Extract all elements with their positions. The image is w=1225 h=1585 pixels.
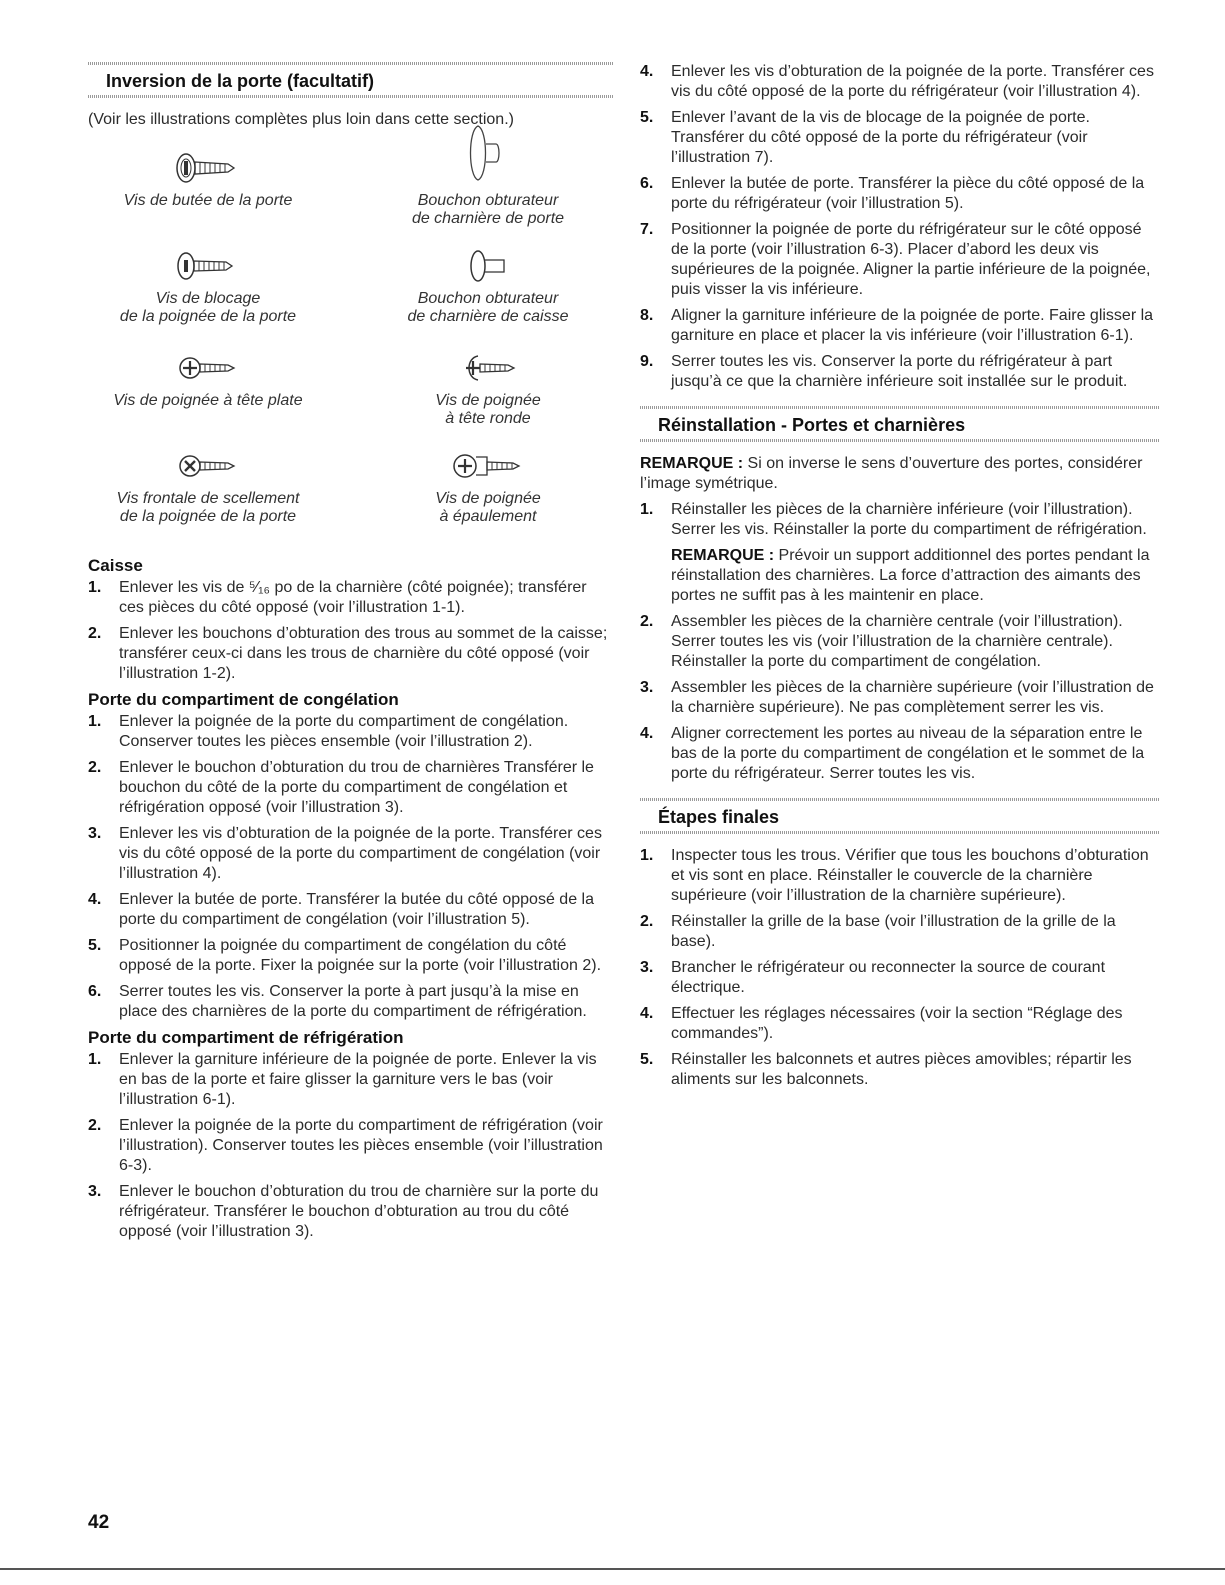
- step-text: Aligner la garniture inférieure de la poignée de porte. Faire glisser la garniture en place et placer la vis inférieure (voir l’illustration 6-1).: [671, 307, 1154, 344]
- subheading-caisse: Caisse: [88, 556, 143, 575]
- section-title: Étapes finales: [658, 807, 780, 827]
- intro-text: (Voir les illustrations complètes plus loin dans cette section.): [88, 111, 514, 128]
- list-item: [88, 982, 614, 1022]
- part-label-line2: à épaulement: [439, 508, 537, 525]
- refrigeration-steps-left: [88, 1050, 614, 1242]
- caisse-steps: [88, 578, 614, 684]
- step-number: 7.: [640, 221, 654, 238]
- list-item: [640, 108, 1160, 168]
- list-item: [640, 220, 1160, 300]
- step-number: 5.: [88, 937, 102, 954]
- list-item: [88, 624, 614, 684]
- step-text: Enlever les bouchons d’obturation des trous au sommet de la caisse; transférer ceux-ci dans les trous de charnière du côté opposé (voir l’illustration 1-2).: [119, 625, 608, 682]
- step-number: 1.: [88, 1051, 102, 1068]
- congelation-steps: [88, 712, 614, 1022]
- part-label: Vis de butée de la porte: [123, 192, 293, 209]
- step-text: Enlever les vis d’obturation de la poignée de la porte. Transférer ces vis du côté opposé de la porte du réfrigérateur (voir l’illustration 4).: [671, 63, 1154, 100]
- remark-label: REMARQUE :: [640, 455, 744, 472]
- step-number: 6.: [88, 983, 102, 1000]
- step-text: Enlever la poignée de la porte du compartiment de congélation. Conserver toutes les pièces ensemble (voir l’illustration 2).: [119, 713, 569, 750]
- parts-legend: [88, 148, 614, 548]
- shoulder-screw-icon: [443, 446, 533, 486]
- flat-head-screw-icon: [168, 348, 248, 388]
- step-number: 3.: [88, 825, 102, 842]
- part-label: Bouchon obturateur: [417, 290, 559, 307]
- step-number: 9.: [640, 353, 654, 370]
- step-text: Aligner correctement les portes au niveau de la séparation entre le bas de la porte du compartiment de congélation et le sommet de la porte du réfrigérateur. Serrer toutes les vis.: [671, 725, 1145, 782]
- list-item: [88, 578, 614, 618]
- part-label: Bouchon obturateur: [417, 192, 559, 209]
- part-label: Vis de poignée à tête plate: [113, 392, 303, 409]
- list-item: [640, 500, 1160, 606]
- reinstallation-steps: [640, 500, 1160, 784]
- remark-paragraph: [640, 454, 1160, 494]
- subheading-refrigeration: Porte du compartiment de réfrigération: [88, 1028, 404, 1047]
- list-item: [88, 1050, 614, 1110]
- step-text: Inspecter tous les trous. Vérifier que tous les bouchons d’obturation et vis sont en place. Réinstaller le couvercle de la charnière supérieure (voir l’illustration de la charnière supérieure).: [671, 847, 1149, 904]
- section-title: Inversion de la porte (facultatif): [106, 71, 375, 91]
- refrigeration-steps-right: [640, 62, 1160, 392]
- remark-text: Si on inverse le sens d’ouverture des portes, considérer l’image symétrique.: [640, 455, 1143, 492]
- step-number: 2.: [88, 759, 102, 776]
- note-paragraph: [671, 546, 1160, 606]
- step-text: Enlever la garniture inférieure de la poignée de porte. Enlever la vis en bas de la porte et faire glisser la garniture vers le bas (voir l’illustration 6-1).: [119, 1051, 597, 1108]
- part-label: Vis de poignée: [435, 392, 541, 409]
- step-text: Assembler les pièces de la charnière supérieure (voir l’illustration de la charnière supérieure). Ne pas complètement serrer les vis.: [671, 679, 1154, 716]
- list-item: [640, 678, 1160, 718]
- cabinet-hinge-plug-icon: [448, 246, 528, 286]
- step-number: 1.: [88, 713, 102, 730]
- list-item: [640, 846, 1160, 906]
- list-item: [640, 174, 1160, 214]
- step-number: 2.: [640, 913, 654, 930]
- list-item: [640, 724, 1160, 784]
- subheading-congelation: Porte du compartiment de congélation: [88, 690, 399, 709]
- list-item: [88, 890, 614, 930]
- part-shoulder-screw: [368, 446, 608, 526]
- list-item: [88, 1116, 614, 1176]
- part-round-head-screw: [368, 348, 608, 428]
- part-label-line2: à tête ronde: [445, 410, 531, 427]
- step-text: Brancher le réfrigérateur ou reconnecter la source de courant électrique.: [671, 959, 1106, 996]
- step-text: Positionner la poignée de porte du réfrigérateur sur le côté opposé de la porte (voir l’illustration 6-3). Placer d’abord les deux vis supérieures de la poignée. Aligner la partie inférieure de la poignée, puis visser la vis inférieure.: [671, 221, 1151, 298]
- front-seal-screw-icon: [168, 446, 248, 486]
- handle-lock-screw-icon: [168, 246, 248, 286]
- step-number: 3.: [88, 1183, 102, 1200]
- step-text: Serrer toutes les vis. Conserver la porte à part jusqu’à la mise en place des charnières de la porte du compartiment de réfrigération.: [119, 983, 587, 1020]
- part-cabinet-hinge-plug: [368, 246, 608, 326]
- right-column: [640, 62, 1160, 1096]
- step-text: Enlever l’avant de la vis de blocage de la poignée de porte. Transférer du côté opposé de la porte du réfrigérateur (voir l’illustration 7).: [671, 109, 1090, 166]
- list-item: [640, 62, 1160, 102]
- step-text: Enlever les vis d’obturation de la poignée de la porte. Transférer ces vis du côté opposé de la porte du compartiment de congélation (voir l’illustration 4).: [119, 825, 602, 882]
- note-label: REMARQUE :: [671, 547, 775, 564]
- list-item: [640, 1004, 1160, 1044]
- step-number: 2.: [88, 1117, 102, 1134]
- step-number: 1.: [88, 579, 102, 596]
- step-text: Positionner la poignée du compartiment de congélation du côté opposé de la porte. Fixer la poignée sur la porte (voir l’illustration 2).: [119, 937, 602, 974]
- part-flat-head-screw: [88, 348, 328, 410]
- part-label: Vis frontale de scellement: [116, 490, 300, 507]
- part-handle-lock-screw: [88, 246, 328, 326]
- step-text: Enlever la butée de porte. Transférer la pièce du côté opposé de la porte du réfrigérateur (voir l’illustration 5).: [671, 175, 1145, 212]
- step-text: Enlever le bouchon d’obturation du trou de charnières Transférer le bouchon du côté de la porte du compartiment de congélation et réfrigération opposé (voir l’illustration 3).: [119, 759, 594, 816]
- round-head-screw-icon: [448, 348, 528, 388]
- list-item: [640, 912, 1160, 952]
- part-label-line2: de charnière de caisse: [407, 308, 569, 325]
- step-text: Réinstaller les balconnets et autres pièces amovibles; répartir les aliments sur les balconnets.: [671, 1051, 1132, 1088]
- final-steps: [640, 846, 1160, 1090]
- part-label-line2: de la poignée de la porte: [119, 508, 297, 525]
- step-number: 5.: [640, 1051, 654, 1068]
- section-title: Réinstallation - Portes et charnières: [658, 415, 966, 435]
- step-text: Enlever la butée de porte. Transférer la butée du côté opposé de la porte du compartiment de congélation (voir l’illustration 5).: [119, 891, 594, 928]
- part-front-seal-screw: [88, 446, 328, 526]
- list-item: [640, 1050, 1160, 1090]
- step-number: 2.: [640, 613, 654, 630]
- door-hinge-plug-icon: [448, 118, 528, 188]
- list-item: [88, 712, 614, 752]
- step-text: Serrer toutes les vis. Conserver la porte du réfrigérateur à part jusqu’à ce que la charnière inférieure soit installée sur le produit.: [671, 353, 1128, 390]
- section-header-door-reversal: [88, 62, 614, 98]
- step-text: Assembler les pièces de la charnière centrale (voir l’illustration). Serrer toutes les vis (voir l’illustration de la charnière centrale). Réinstaller la porte du compartiment de congélation.: [671, 613, 1123, 670]
- list-item: [88, 758, 614, 818]
- step-number: 4.: [640, 725, 654, 742]
- step-number: 1.: [640, 501, 654, 518]
- step-number: 6.: [640, 175, 654, 192]
- page-number: 42: [88, 1512, 110, 1533]
- list-item: [640, 352, 1160, 392]
- step-number: 4.: [88, 891, 102, 908]
- step-text: Enlever la poignée de la porte du compartiment de réfrigération (voir l’illustration). Conserver toutes les pièces ensemble (voir l’illustration 6-3).: [119, 1117, 603, 1174]
- step-number: 3.: [640, 679, 654, 696]
- step-text: Enlever les vis de ⁵⁄₁₆ po de la charnière (côté poignée); transférer ces pièces du côté opposé (voir l’illustration 1-1).: [119, 579, 587, 616]
- part-label: Vis de blocage: [155, 290, 261, 307]
- list-item: [640, 306, 1160, 346]
- step-text: Réinstaller les pièces de la charnière inférieure (voir l’illustration). Serrer les vis. Réinstaller la porte du compartiment de réfrigération.: [671, 501, 1147, 538]
- step-number: 5.: [640, 109, 654, 126]
- step-text: Réinstaller la grille de la base (voir l’illustration de la grille de la base).: [671, 913, 1116, 950]
- section-header-final-steps: [640, 798, 1160, 834]
- list-item: [88, 824, 614, 884]
- part-label-line2: de charnière de porte: [411, 210, 565, 227]
- section-header-reinstallation: [640, 406, 1160, 442]
- step-text: Effectuer les réglages nécessaires (voir la section “Réglage des commandes”).: [671, 1005, 1123, 1042]
- step-number: 3.: [640, 959, 654, 976]
- step-text: Enlever le bouchon d’obturation du trou de charnière sur la porte du réfrigérateur. Transférer le bouchon d’obturation au trou du côté opposé (voir l’illustration 3).: [119, 1183, 599, 1240]
- step-number: 4.: [640, 63, 654, 80]
- step-number: 2.: [88, 625, 102, 642]
- left-column: [88, 62, 614, 1248]
- part-door-stop-screw: [88, 148, 328, 210]
- step-number: 1.: [640, 847, 654, 864]
- part-door-hinge-plug: [368, 118, 608, 228]
- bottom-divider: [0, 1568, 1225, 1570]
- list-item: [88, 1182, 614, 1242]
- door-stop-screw-icon: [168, 148, 248, 188]
- step-number: 4.: [640, 1005, 654, 1022]
- part-label-line2: de la poignée de la porte: [119, 308, 297, 325]
- list-item: [640, 958, 1160, 998]
- note-text: Prévoir un support additionnel des portes pendant la réinstallation des charnières. La force d’attraction des aimants des portes ne suffit pas à les maintenir en place.: [671, 547, 1150, 604]
- step-number: 8.: [640, 307, 654, 324]
- list-item: [88, 936, 614, 976]
- list-item: [640, 612, 1160, 672]
- part-label: Vis de poignée: [435, 490, 541, 507]
